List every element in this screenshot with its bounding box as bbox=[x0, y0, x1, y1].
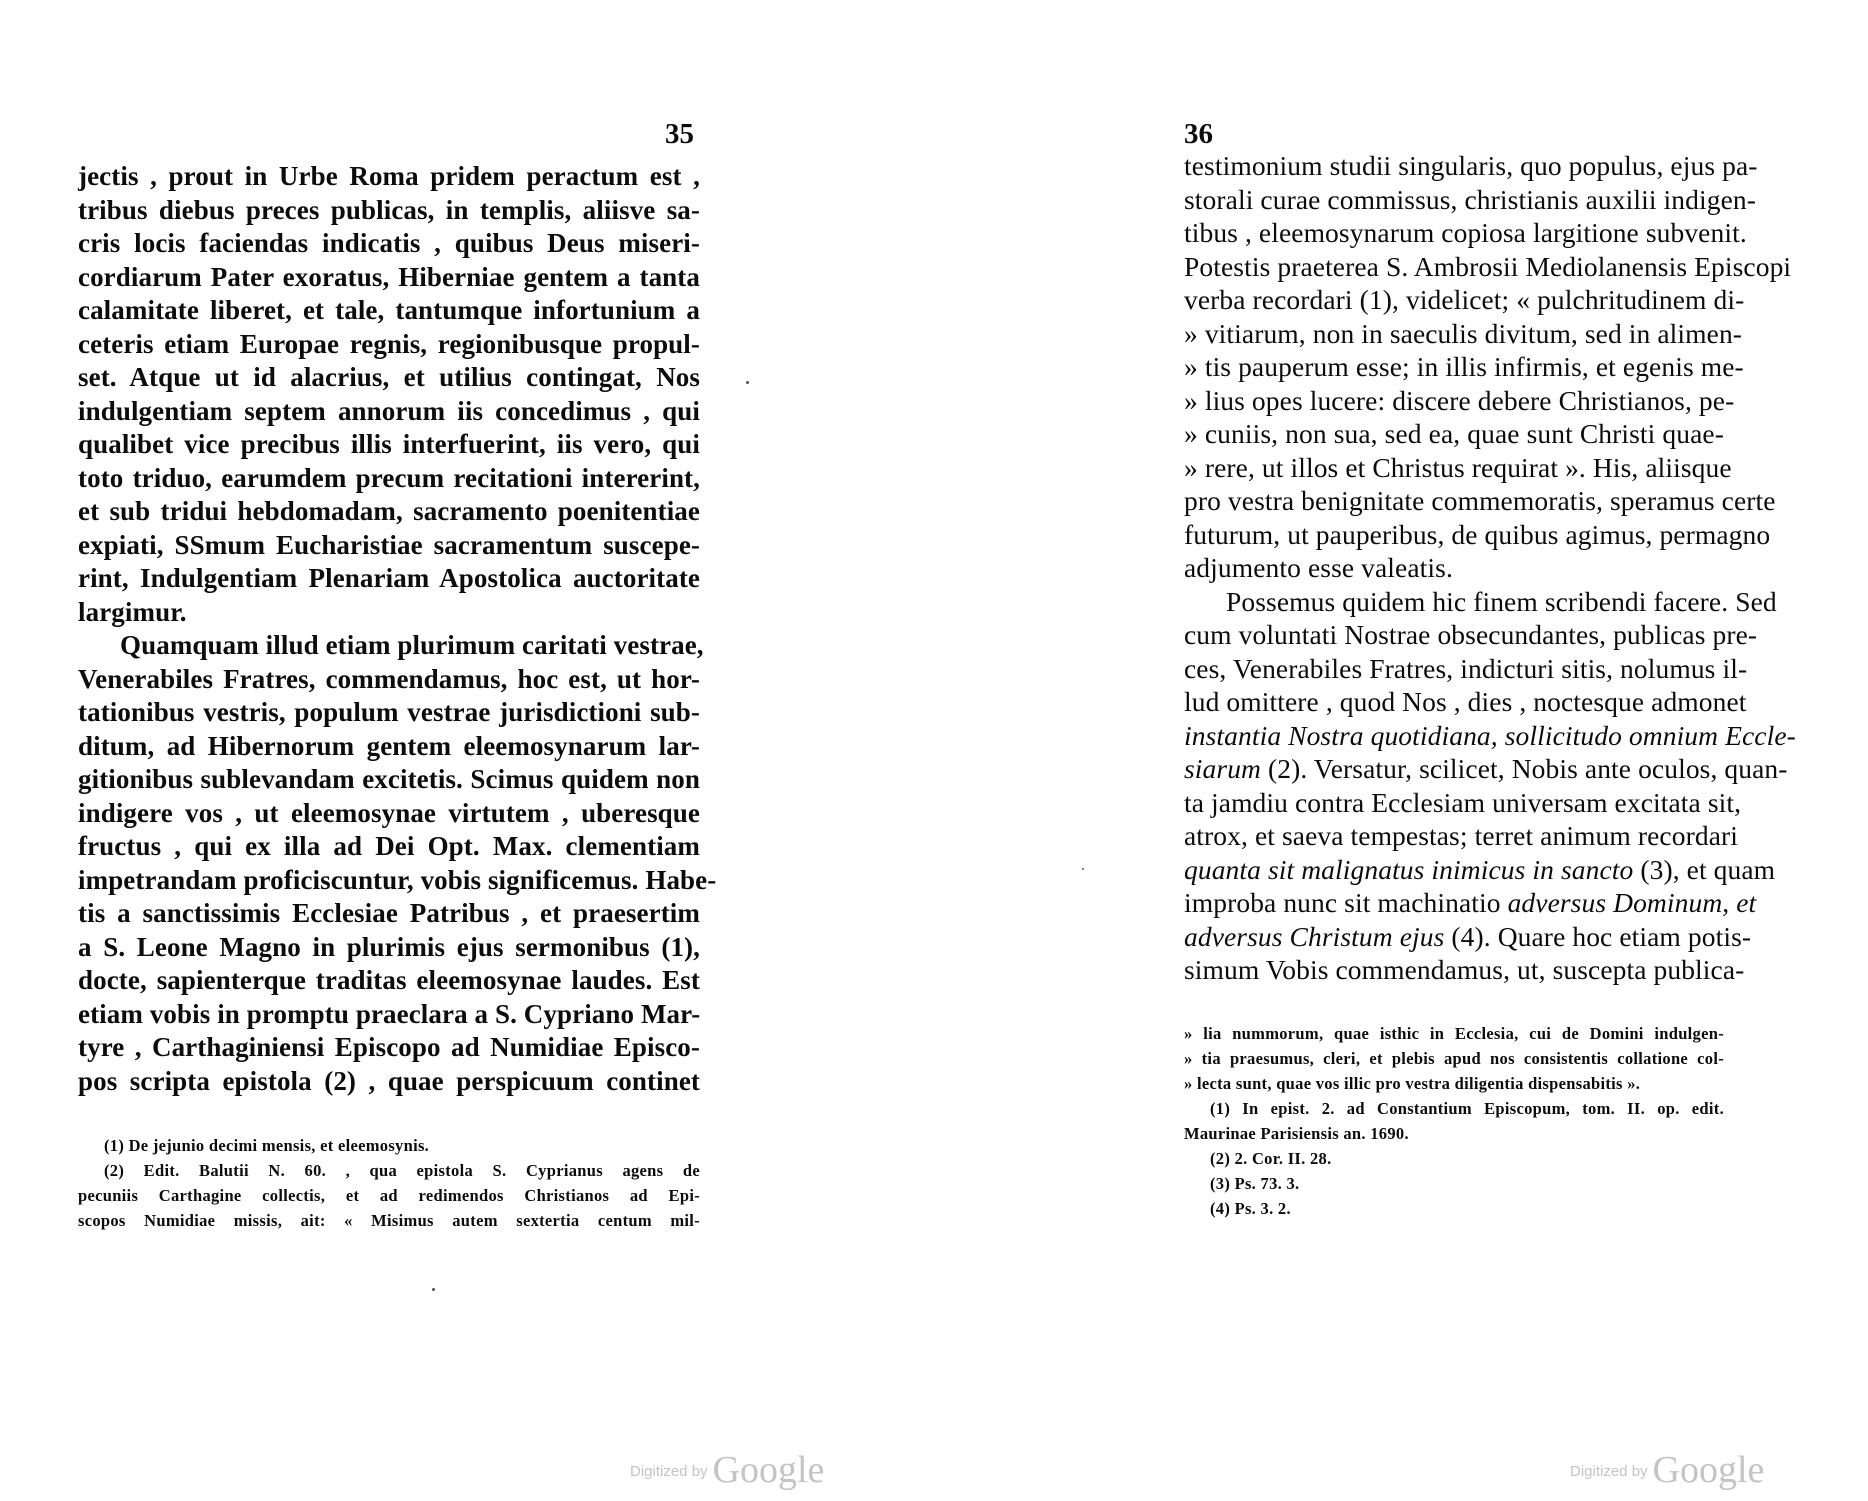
digitized-watermark bbox=[630, 1448, 824, 1498]
text-line: expiati, SSmum Eucharistiae sacramentum suscepe- bbox=[78, 529, 700, 560]
digitized-watermark bbox=[1570, 1448, 1764, 1498]
google-logo: Google bbox=[1652, 1449, 1765, 1491]
text-line: impetrandam proficiscuntur, vobis significemus. Habe- bbox=[78, 864, 717, 895]
text-line: Possemus quidem hic finem scribendi facere. Sed bbox=[1226, 585, 1777, 617]
text-line: tationibus vestris, populum vestrae jurisdictioni sub- bbox=[78, 697, 700, 727]
text-line: gitionibus sublevandam excitetis. Scimus quidem non bbox=[78, 764, 700, 794]
text-line: » rere, ut illos et Christus requirat ». His, aliisque bbox=[1184, 451, 1732, 483]
text-line bbox=[1184, 886, 1757, 920]
footnote-line: » lecta sunt, quae vos illic pro vestra diligentia dispensabitis ». bbox=[1184, 1074, 1641, 1093]
page-number: 36 bbox=[1184, 118, 1213, 150]
footnote-line: (1) In epist. 2. ad Constantium Episcopum, tom. II. op. edit. bbox=[1210, 1099, 1724, 1118]
text-line: pro vestra benignitate commemoratis, speramus certe bbox=[1184, 485, 1776, 516]
right-page bbox=[934, 0, 1868, 1501]
body-text bbox=[78, 160, 717, 1098]
text-line: indulgentiam septem annorum iis concedimus , qui bbox=[78, 395, 700, 426]
footnote-line: » tia praesumus, cleri, et plebis apud nos consistentis collatione col- bbox=[1184, 1049, 1724, 1068]
footnote-line: (2) Edit. Balutii N. 60. , qua epistola S. Cyprianus agens de bbox=[104, 1161, 700, 1180]
text-line: lud omittere , quod Nos , dies , noctesque admonet bbox=[1184, 686, 1747, 717]
footnote-line: Maurinae Parisiensis an. 1690. bbox=[1184, 1124, 1409, 1143]
text-line: futurum, ut pauperibus, de quibus agimus, permagno bbox=[1184, 518, 1771, 550]
text-line: storali curae commissus, christianis auxilii indigen- bbox=[1184, 183, 1756, 215]
footnote-line: pecuniis Carthagine collectis, et ad redimendos Christianos ad Epi- bbox=[78, 1186, 700, 1205]
digitized-label: Digitized by bbox=[1570, 1463, 1648, 1480]
text-line: ces, Venerabiles Fratres, indicturi sitis, nolumus il- bbox=[1184, 652, 1748, 684]
text-line: simum Vobis commendamus, ut, suscepta publica- bbox=[1184, 954, 1745, 985]
text-line: pos scripta epistola (2) , quae perspicuum continet bbox=[78, 1065, 700, 1096]
text-line: ta jamdiu contra Ecclesiam universam excitata sit, bbox=[1184, 786, 1742, 818]
text-line: fructus , qui ex illa ad Dei Opt. Max. clementiam bbox=[78, 831, 700, 861]
page-number: 35 bbox=[665, 118, 694, 150]
text-span: (2). Versatur, scilicet, Nobis ante oculos, quan- bbox=[1261, 753, 1788, 784]
text-line: etiam vobis in promptu praeclara a S. Cypriano Mar- bbox=[78, 998, 701, 1029]
text-line: largimur. bbox=[78, 596, 187, 627]
text-line: toto triduo, earumdem precum recitationi intererint, bbox=[78, 462, 700, 493]
text-line: » tis pauperum esse; in illis infirmis, et egenis me- bbox=[1184, 351, 1744, 382]
italic-span: adversus Christum ejus bbox=[1184, 920, 1445, 952]
text-line: tis a sanctissimis Ecclesiae Patribus , et praesertim bbox=[78, 898, 700, 928]
italic-span: adversus Dominum, et bbox=[1507, 887, 1757, 918]
text-line: tribus diebus preces publicas, in templis, aliisve sa- bbox=[78, 194, 700, 225]
text-line bbox=[1184, 752, 1788, 786]
text-line: a S. Leone Magno in plurimis ejus sermonibus (1), bbox=[78, 931, 700, 962]
text-line: indigere vos , ut eleemosynae virtutem , uberesque bbox=[78, 797, 700, 828]
scan-speck bbox=[1082, 868, 1084, 870]
text-span: improba nunc sit machinatio bbox=[1184, 887, 1508, 918]
text-line: Venerabiles Fratres, commendamus, hoc est, ut hor- bbox=[78, 663, 700, 694]
footnote-line: (1) De jejunio decimi mensis, et eleemosynis. bbox=[104, 1136, 430, 1155]
text-line: » lius opes lucere: discere debere Christianos, pe- bbox=[1184, 384, 1735, 416]
scan-speck bbox=[432, 1288, 435, 1291]
text-line: calamitate liberet, et tale, tantumque infortunium a bbox=[78, 295, 700, 325]
footnotes bbox=[1184, 1021, 1724, 1221]
footnote-line: (2) 2. Cor. II. 28. bbox=[1210, 1149, 1332, 1168]
text-line: atrox, et saeva tempestas; terret animum recordari bbox=[1184, 820, 1738, 851]
text-line: et sub tridui hebdomadam, sacramento poenitentiae bbox=[78, 496, 700, 526]
text-line: qualibet vice precibus illis interfuerint, iis vero, qui bbox=[78, 429, 700, 459]
italic-span: quanta sit malignatus inimicus in sancto bbox=[1184, 853, 1634, 885]
text-line: cum voluntati Nostrae obsecundantes, publicas pre- bbox=[1184, 619, 1758, 650]
text-line: testimonium studii singularis, quo populus, ejus pa- bbox=[1184, 150, 1758, 181]
text-line: cris locis faciendas indicatis , quibus Deus miseri- bbox=[78, 228, 700, 258]
text-line bbox=[1184, 853, 1776, 887]
text-line: Potestis praeterea S. Ambrosii Mediolanensis Episcopi bbox=[1184, 250, 1792, 282]
digitized-label: Digitized by bbox=[630, 1463, 708, 1480]
text-line: rint, Indulgentiam Plenariam Apostolica auctoritate bbox=[78, 563, 700, 593]
text-line: ditum, ad Hibernorum gentem eleemosynarum lar- bbox=[78, 730, 700, 761]
text-line: verba recordari (1), videlicet; « pulchritudinem di- bbox=[1184, 284, 1745, 315]
text-line: ceteris etiam Europae regnis, regionibusque propul- bbox=[78, 328, 700, 359]
text-line: set. Atque ut id alacrius, et utilius contingat, Nos bbox=[78, 362, 700, 392]
google-logo: Google bbox=[712, 1449, 825, 1491]
body-text bbox=[1184, 149, 1796, 987]
footnotes bbox=[78, 1133, 700, 1233]
text-line: adjumento esse valeatis. bbox=[1184, 552, 1453, 583]
text-line bbox=[1184, 920, 1752, 954]
text-span: (4). Quare hoc etiam potis- bbox=[1444, 920, 1752, 952]
italic-span: siarum bbox=[1184, 753, 1262, 784]
text-line: tibus , eleemosynarum copiosa largitione subvenit. bbox=[1184, 217, 1747, 248]
text-line: » cuniis, non sua, sed ea, quae sunt Christi quae- bbox=[1184, 418, 1724, 449]
text-line: docte, sapienterque traditas eleemosynae laudes. Est bbox=[78, 965, 700, 995]
footnote-line: » lia nummorum, quae isthic in Ecclesia, cui de Domini indulgen- bbox=[1184, 1024, 1724, 1043]
scan-speck bbox=[746, 381, 749, 384]
text-line: instantia Nostra quotidiana, sollicitudo omnium Eccle- bbox=[1184, 719, 1796, 751]
text-line: jectis , prout in Urbe Roma pridem peractum est , bbox=[78, 161, 700, 191]
footnote-line: scopos Numidiae missis, ait: « Misimus autem sextertia centum mil- bbox=[78, 1211, 700, 1230]
text-line: cordiarum Pater exoratus, Hiberniae gentem a tanta bbox=[78, 261, 700, 292]
footnote-line: (4) Ps. 3. 2. bbox=[1210, 1199, 1291, 1218]
footnote-line: (3) Ps. 73. 3. bbox=[1210, 1174, 1300, 1193]
text-line: » vitiarum, non in saeculis divitum, sed in alimen- bbox=[1184, 317, 1743, 349]
text-line: Quamquam illud etiam plurimum caritati vestrae, bbox=[120, 630, 704, 660]
text-span: (3), et quam bbox=[1633, 853, 1776, 885]
text-line: tyre , Carthaginiensi Episcopo ad Numidiae Episco- bbox=[78, 1032, 700, 1062]
